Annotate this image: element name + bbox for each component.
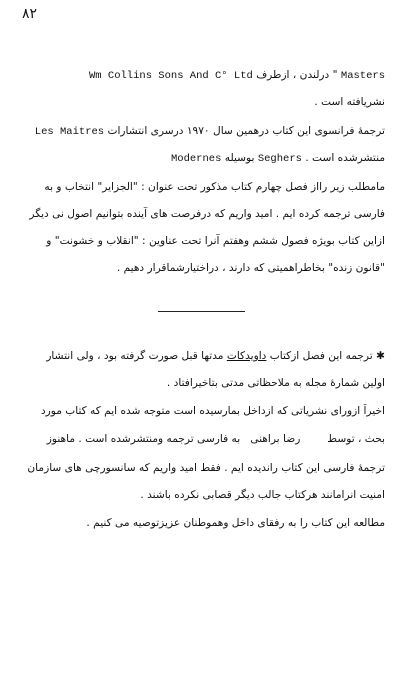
asterisk-bullet-icon: ✱ — [376, 350, 385, 362]
publisher-series-name: Masters — [340, 70, 385, 82]
text-fragment: ترجمهٔ فرانسوی این کتاب درهمین سال ۱۹۷۰ درسری انتشارات — [107, 125, 385, 137]
text-fragment: " — [332, 69, 338, 81]
publisher-name: Wm Collins Sons And C° Ltd — [88, 70, 253, 82]
paragraph-3-line-4: "قانون زنده" بخاطراهمیتی که دارند ، دراختیارشماقرار دهیم . — [116, 262, 385, 274]
text-fragment: منتشرشده است . — [305, 152, 385, 164]
series-name-cont: Modernes — [170, 153, 222, 165]
text-fragment: ترجمه این فصل ازکتاب — [269, 350, 373, 362]
paragraph-4-line-3: اخیراً ازورای نشریاتی که ازداخل بمارسیده است متوجه شده ایم که کتاب مورد — [40, 405, 385, 417]
paragraph-3-line-2: فارسی ترجمه کرده ایم . امید واریم که درفرصت های آینده بتوانیم اصول نی دیگر — [29, 208, 385, 220]
paragraph-4-line-7: مطالعه این کتاب را به رفقای داخل وهموطنان عزیزتوصیه می کنیم . — [86, 517, 385, 529]
author-name: داویدکات — [226, 350, 267, 362]
paragraph-4-line-4 — [16, 432, 385, 446]
paragraph-3-line-1: مامطلب زیر رااز فصل چهارم کتاب مذکور تحت عنوان : "الجزایر" انتخاب و به — [44, 181, 385, 193]
text-fragment: بحث ، توسط — [327, 433, 385, 445]
section-divider — [158, 311, 245, 312]
paragraph-4-line-5: ترجمهٔ فارسی این کتاب راندیده ایم . فقط امید واریم که سانسورچی های سازمان — [27, 462, 385, 474]
paragraph-4-line-2: اولین شمارهٔ مجله به ملاحظاتی مدتی بتاخیرافتاد . — [166, 377, 385, 389]
page-number: ۸۲ — [22, 6, 38, 22]
paragraph-2-line-1 — [16, 124, 385, 139]
paragraph-1-line-2: نشریافته است . — [314, 96, 385, 108]
series-name: Les Maitres — [34, 126, 105, 138]
text-fragment: مدتها قبل صورت گرفته بود ، ولی انتشار — [46, 350, 224, 362]
paragraph-4-line-1 — [16, 349, 385, 363]
paragraph-1-line-1 — [22, 68, 385, 83]
paragraph-3-line-3: ازاین کتاب بویژه فصول ششم وهفتم آنرا تحت عناوین : "انقلاب و خشونت" و — [46, 235, 385, 247]
paragraph-4-line-6: امنیت انرامانند هرکتاب جالب دیگر قصابی نکرده باشند . — [140, 489, 385, 501]
text-fragment: بوسیله — [224, 152, 255, 164]
paragraph-2-line-2 — [16, 151, 385, 166]
translator-name: رضا براهنی — [250, 433, 301, 445]
publisher-name: Seghers — [257, 153, 302, 165]
text-fragment: به فارسی ترجمه ومنتشرشده است . ماهنوز — [46, 433, 241, 445]
text-fragment: درلندن ، ازطرف — [256, 69, 330, 81]
